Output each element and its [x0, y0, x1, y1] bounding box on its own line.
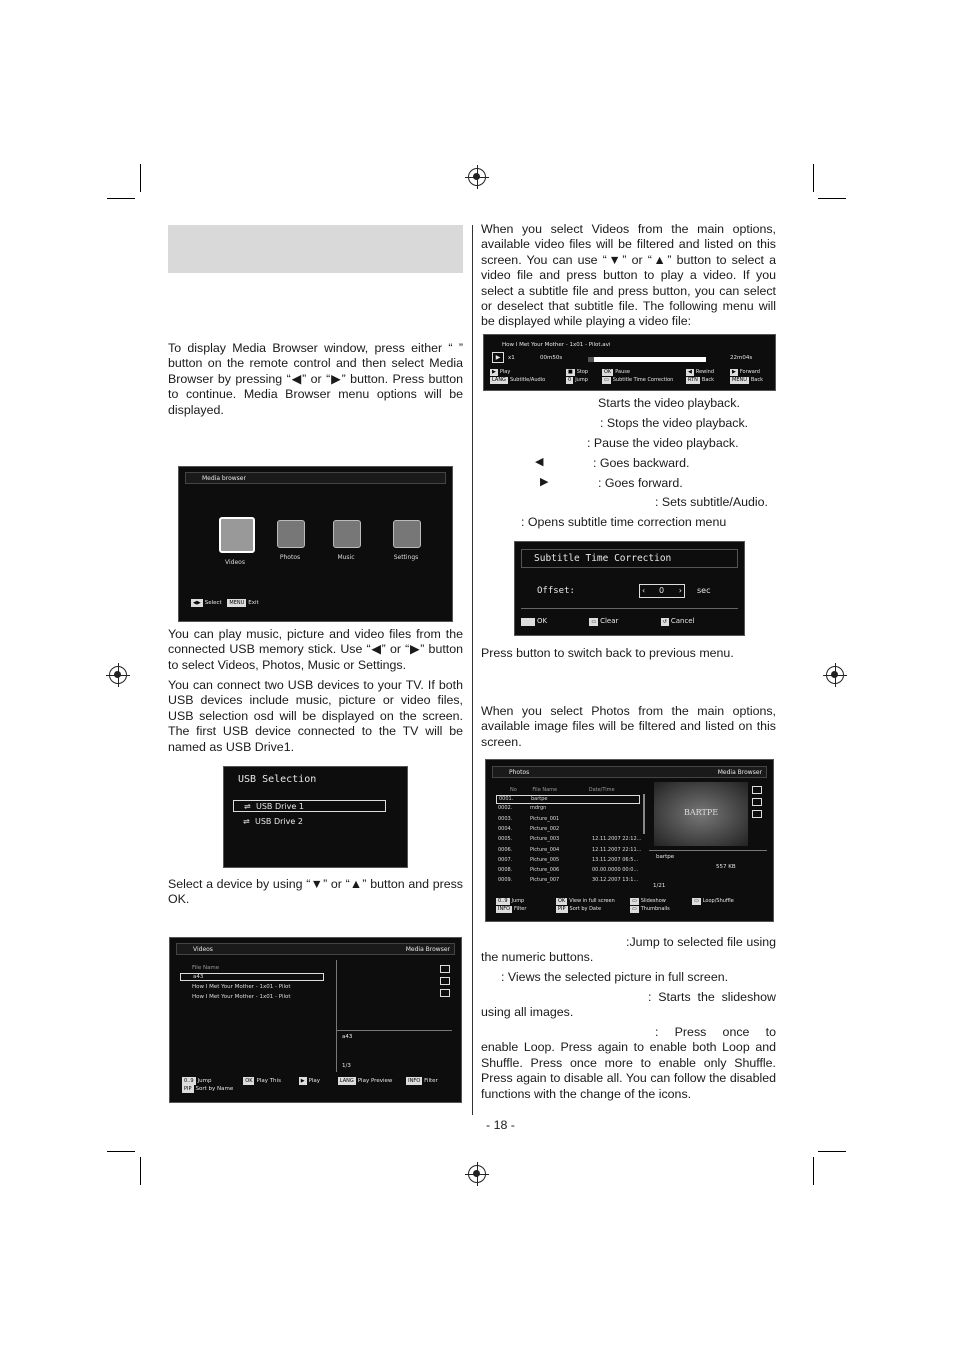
- videos-detail-line: [336, 1030, 452, 1031]
- select-key-icon: ◀▶: [193, 600, 201, 606]
- photo-name: Picture_006: [530, 867, 560, 874]
- videos-footer: [182, 1077, 452, 1093]
- pause-description: : Pause the video playback.: [587, 436, 739, 450]
- rewind-arrow-icon: ◀: [535, 456, 544, 468]
- select-device-paragraph: Select a device by using “▼” or “▲” button and press OK.: [168, 877, 463, 907]
- media-browser-title-bar: Media browser: [185, 472, 446, 484]
- offset-value: 0: [659, 586, 665, 595]
- photo-row[interactable]: [496, 877, 640, 886]
- subtitle-correction-title: Subtitle Time Correction: [521, 549, 738, 568]
- photos-label: Photos: [279, 554, 301, 561]
- media-browser-footer: [191, 599, 259, 607]
- subtitle-audio-label: Subtitle/Audio: [509, 377, 546, 383]
- section-heading-band: [168, 225, 463, 273]
- video-file-name: a43: [193, 974, 204, 980]
- column-date-time: Date/Time: [588, 787, 615, 793]
- footer-jump: Jump: [511, 898, 525, 904]
- back-paragraph: Press button to switch back to previous menu.: [481, 646, 734, 660]
- loop-key-icon: ▭: [694, 898, 699, 904]
- photo-no: 0009.: [498, 877, 513, 884]
- photos-detail-line: [649, 850, 767, 851]
- photo-row[interactable]: [496, 847, 640, 856]
- column-divider: [472, 225, 473, 1115]
- pause-label: Pause: [615, 369, 630, 375]
- pip-key-icon: PIP: [558, 906, 566, 912]
- chevron-right-icon[interactable]: ›: [678, 586, 682, 595]
- crop-mark: [818, 1151, 846, 1152]
- back-label: Back: [701, 377, 715, 383]
- intro-paragraph: To display Media Browser window, press either “ ” button on the remote control and then select Media Browser by pressing “◀” or “▶” button. Press button to continue. Media Browser menu options will be displayed.: [168, 341, 463, 417]
- exit-key-icon: MENU: [229, 600, 245, 606]
- usb-icon: ⇌: [243, 817, 250, 826]
- usb-paragraph: You can play music, picture and video files from the connected USB memory stick. Use “◀” or “▶” button to select Videos, Photos, Music or Settings.: [168, 627, 463, 672]
- pip-key-icon: PIP: [184, 1086, 192, 1092]
- page-number: - 18 -: [486, 1118, 515, 1132]
- ok-key-icon: OK: [558, 898, 566, 904]
- cancel-button[interactable]: Cancel: [670, 617, 695, 625]
- photo-name: Picture_005: [530, 856, 560, 863]
- thumbnails-key-icon: ▭: [632, 906, 637, 912]
- photo-date: 12.11.2007 22:11...: [592, 846, 642, 853]
- player-bar-screenshot: [483, 334, 776, 391]
- photo-preview-text: BARTPE: [683, 808, 719, 817]
- footer-thumbnails: Thumbnails: [640, 906, 670, 912]
- forward-key-icon: ▶: [732, 369, 736, 375]
- cancel-key-icon: ↺: [662, 619, 667, 625]
- play-description: Starts the video playback.: [598, 396, 740, 410]
- usb-drive-2[interactable]: [233, 816, 386, 828]
- videos-detail-name: a43: [342, 1034, 353, 1040]
- view-description: : Views the selected picture in full screen.: [501, 970, 729, 984]
- photo-date: 13.11.2007 06:5...: [592, 856, 639, 863]
- player-total: 22m04s: [730, 355, 753, 361]
- lang-key-icon: LANG: [492, 377, 506, 383]
- forward-description: : Goes forward.: [598, 476, 683, 490]
- clear-button[interactable]: Clear: [600, 617, 619, 625]
- numeric-key-icon: 0..9: [184, 1078, 194, 1084]
- videos-paragraph: When you select Videos from the main options, available video files will be filtered and listed on this screen. You can use “▼” or “▲” button to select a video file and press button to play a video. If you select a subtitle file and press button, you can select or deselect that subtitle file. The following menu will be displayed while playing a video file:: [481, 222, 776, 329]
- column-no: No: [510, 787, 517, 793]
- play-key-icon: ▶: [492, 369, 496, 375]
- subtitle-description: : Sets subtitle/Audio.: [655, 495, 768, 509]
- footer-filter: Filter: [514, 906, 527, 912]
- photos-column-headers: [510, 786, 615, 794]
- crop-mark: [818, 198, 846, 199]
- video-file-name: How I Met Your Mother - 1x01 - Pilot: [192, 994, 291, 1000]
- video-file-name: How I Met Your Mother - 1x01 - Pilot: [192, 984, 291, 990]
- crop-mark: [140, 1157, 141, 1185]
- photos-screenshot: [485, 759, 774, 922]
- crop-mark: [813, 1157, 814, 1185]
- usb-drive-2-label: USB Drive 2: [255, 817, 303, 826]
- photo-name: mdrgn: [530, 805, 547, 812]
- crop-mark: [107, 198, 135, 199]
- video-icon: [752, 786, 762, 794]
- subtitle-correction-screenshot: [514, 541, 745, 636]
- usb-drive-1[interactable]: [233, 800, 386, 812]
- registration-mark-icon: [468, 168, 486, 186]
- play-label: Play: [499, 369, 511, 375]
- photo-date: 00.00.0000 00:0...: [592, 867, 639, 874]
- correction-footer: [521, 617, 741, 626]
- menu-key-icon: MENU: [732, 377, 747, 383]
- column-file-name: File Name: [532, 787, 558, 793]
- rewind-description: : Goes backward.: [593, 456, 690, 470]
- slideshow-description: : Starts the slideshow using all images.: [481, 990, 776, 1020]
- photos-scrollbar[interactable]: [643, 794, 645, 834]
- photo-no: 0001.: [499, 796, 514, 802]
- videos-brand: Media Browser: [405, 946, 450, 953]
- player-title: How I Met Your Mother - 1x01 - Pilot.avi: [502, 342, 611, 348]
- offset-unit: sec: [697, 586, 711, 595]
- photos-brand: Media Browser: [717, 769, 762, 776]
- rewind-label: Rewind: [695, 369, 715, 375]
- photo-no: 0005.: [498, 836, 513, 843]
- player-speed: x1: [508, 355, 515, 361]
- footer-play-this: Play This: [256, 1078, 281, 1084]
- footer-select-label: Select: [204, 600, 222, 606]
- numeric-key-icon: 0..9: [498, 898, 508, 904]
- photo-date: 30.12.2007 13:1...: [592, 877, 639, 884]
- videos-icon[interactable]: [219, 517, 255, 553]
- back-label-2: Back: [750, 377, 764, 383]
- photo-name: Picture_004: [530, 846, 560, 853]
- offset-label: Offset:: [537, 586, 575, 596]
- usb-drive-1-label: USB Drive 1: [256, 802, 304, 811]
- player-elapsed: 00m50s: [540, 355, 563, 361]
- usb-icon: ⇌: [244, 802, 251, 811]
- media-browser-screenshot: [178, 466, 453, 622]
- stop-key-icon: ■: [568, 369, 573, 375]
- photos-preview-name: bartpe: [656, 854, 675, 860]
- photo-date: 12.11.2007 22:12...: [592, 836, 642, 843]
- photo-name: Picture_003: [530, 836, 560, 843]
- photos-title: Photos: [509, 769, 530, 776]
- footer-play-preview: Play Preview: [357, 1078, 393, 1084]
- file-name-header: File Name: [192, 965, 220, 971]
- footer-filter: Filter: [424, 1078, 438, 1084]
- footer-sort: Sort by Name: [195, 1086, 234, 1092]
- ok-key-icon: [521, 618, 535, 626]
- footer-slideshow: Slideshow: [640, 898, 666, 904]
- loop-description: : Press once to enable Loop. Press again to enable both Loop and Shuffle. Press once more to enable only Shuffle. Press again to disable all. You can follow the disabled functions with the change of the icons.: [481, 1025, 776, 1101]
- correction-divider: [521, 608, 738, 609]
- settings-label: Settings: [393, 554, 419, 561]
- subtitle-correction-label: Subtitle Time Correction: [612, 377, 674, 383]
- image-icon: [752, 798, 762, 806]
- registration-mark-icon: [826, 666, 844, 684]
- videos-screenshot: [169, 937, 462, 1103]
- crop-mark: [813, 164, 814, 192]
- video-icon: [440, 965, 450, 973]
- videos-detail-divider: [336, 960, 337, 1072]
- photo-preview: [654, 782, 748, 846]
- usb-selection-title: USB Selection: [238, 774, 317, 785]
- ok-key-icon: OK: [604, 369, 612, 375]
- settings-icon[interactable]: [393, 520, 421, 548]
- crop-mark: [140, 164, 141, 192]
- photo-row[interactable]: [496, 816, 640, 825]
- photo-row[interactable]: [496, 857, 640, 866]
- photo-row[interactable]: [496, 805, 640, 814]
- photos-icon[interactable]: [277, 520, 305, 548]
- music-icon[interactable]: [333, 520, 361, 548]
- footer-jump: Jump: [197, 1078, 212, 1084]
- footer-play: Play: [308, 1078, 321, 1084]
- registration-mark-icon: [468, 1165, 486, 1183]
- videos-title-bar: [176, 943, 455, 955]
- play-state-icon: ▶: [492, 352, 504, 363]
- ok-button[interactable]: OK: [537, 617, 548, 625]
- videos-detail-count: 1/3: [342, 1063, 351, 1069]
- stop-description: : Stops the video playback.: [600, 416, 749, 430]
- registration-mark-icon: [109, 666, 127, 684]
- forward-arrow-icon: ▶: [540, 476, 549, 488]
- rewind-key-icon: ◀: [688, 369, 692, 375]
- video-file-row[interactable]: [180, 994, 291, 1000]
- photo-name: Picture_002: [530, 825, 560, 832]
- offset-stepper[interactable]: [639, 584, 685, 598]
- photo-no: 0002.: [498, 805, 513, 812]
- footer-sort-date: Sort by Date: [569, 906, 602, 912]
- stop-label: Stop: [576, 369, 589, 375]
- footer-loop-shuffle: Loop/Shuffle: [702, 898, 734, 904]
- progress-track[interactable]: [588, 357, 706, 362]
- photos-preview-count: 1/21: [653, 883, 666, 889]
- progress-fill: [588, 357, 594, 362]
- photos-paragraph: When you select Photos from the main options, available image files will be filtered and listed on this screen.: [481, 704, 776, 749]
- correction-key-icon: ▭: [604, 377, 609, 383]
- photo-row[interactable]: [496, 836, 640, 845]
- photos-preview-size: 557 KB: [716, 864, 736, 870]
- forward-label: Forward: [739, 369, 760, 375]
- crop-mark: [107, 1151, 135, 1152]
- music-note-icon: [752, 810, 762, 818]
- info-key-icon: INFO: [408, 1078, 421, 1084]
- jump-key-icon: 0: [568, 377, 572, 383]
- ok-key-icon: OK: [245, 1078, 253, 1084]
- clear-key-icon: ▭: [591, 619, 597, 625]
- music-label: Music: [337, 554, 355, 561]
- video-file-row[interactable]: [180, 984, 291, 990]
- photo-row[interactable]: [496, 867, 640, 876]
- photo-name: bartpe: [531, 796, 548, 802]
- photo-no: 0007.: [498, 856, 513, 863]
- photo-name: Picture_001: [530, 815, 560, 822]
- photo-no: 0006.: [498, 846, 513, 853]
- photo-row[interactable]: [496, 795, 640, 804]
- lang-key-icon: LANG: [339, 1078, 354, 1084]
- music-note-icon: [440, 989, 450, 997]
- jump-label: Jump: [575, 377, 588, 383]
- photo-row[interactable]: [496, 826, 640, 835]
- videos-title: Videos: [193, 946, 213, 953]
- info-key-icon: INFO: [498, 906, 511, 912]
- photos-title-bar: [492, 766, 767, 778]
- return-key-icon: RTN: [688, 377, 698, 383]
- usb-selection-screenshot: [223, 766, 408, 868]
- footer-exit-label: Exit: [248, 600, 259, 606]
- slideshow-key-icon: ▭: [632, 898, 637, 904]
- video-file-row[interactable]: [180, 973, 324, 981]
- correction-description: : Opens subtitle time correction menu: [521, 515, 727, 529]
- photo-no: 0008.: [498, 867, 513, 874]
- videos-label: Videos: [225, 559, 245, 566]
- photo-name: Picture_007: [530, 877, 560, 884]
- image-icon: [440, 977, 450, 985]
- photo-no: 0004.: [498, 825, 513, 832]
- jump-description: :Jump to selected file using the numeric buttons.: [481, 935, 776, 965]
- two-usb-paragraph: You can connect two USB devices to your TV. If both USB devices include music, picture or video files, USB selection osd will be displayed on the screen. The first USB device connected to the TV will be named as USB Drive1.: [168, 678, 463, 754]
- footer-view-full: View in full screen: [569, 898, 615, 904]
- play-key-icon: ▶: [300, 1078, 305, 1084]
- photo-no: 0003.: [498, 815, 513, 822]
- chevron-left-icon[interactable]: ‹: [642, 586, 646, 595]
